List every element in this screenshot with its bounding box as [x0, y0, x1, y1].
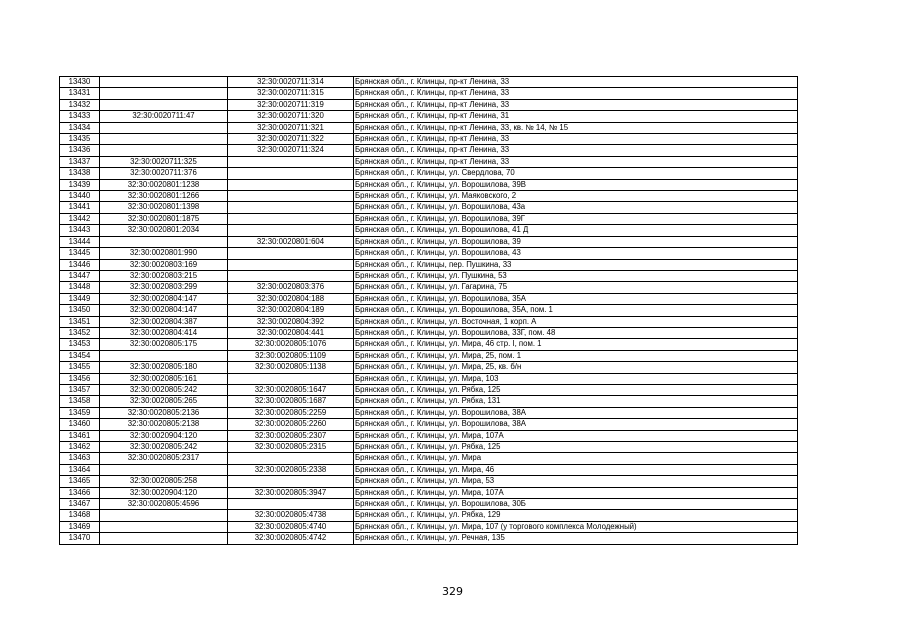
cadastral-number-cell-2: 32:30:0020805:1138 — [228, 362, 354, 373]
cadastral-number-cell — [100, 99, 228, 110]
address-cell: Брянская обл., г. Клинцы, пр-кт Ленина, 33 — [354, 156, 798, 167]
table-row — [60, 270, 798, 281]
cadastral-number-cell-2 — [228, 259, 354, 270]
address-cell: Брянская обл., г. Клинцы, ул. Мира, 46 стр. I, пом. 1 — [354, 339, 798, 350]
cadastral-number-cell — [100, 134, 228, 145]
row-number-cell: 13448 — [60, 282, 100, 293]
address-cell: Брянская обл., г. Клинцы, ул. Мира, 107А — [354, 430, 798, 441]
table-row — [60, 145, 798, 156]
row-number-cell: 13462 — [60, 442, 100, 453]
table-row — [60, 77, 798, 88]
table-row — [60, 111, 798, 122]
address-cell: Брянская обл., г. Клинцы, ул. Мира, 46 — [354, 464, 798, 475]
cadastral-number-cell-2: 32:30:0020805:1076 — [228, 339, 354, 350]
table-row — [60, 339, 798, 350]
cadastral-number-cell-2: 32:30:0020805:4742 — [228, 533, 354, 544]
table-row — [60, 236, 798, 247]
address-cell: Брянская обл., г. Клинцы, ул. Восточная, 1 корп. А — [354, 316, 798, 327]
cadastral-number-cell: 32:30:0020711:376 — [100, 168, 228, 179]
table-row — [60, 88, 798, 99]
row-number-cell: 13439 — [60, 179, 100, 190]
cadastral-number-cell: 32:30:0020805:242 — [100, 384, 228, 395]
address-cell: Брянская обл., г. Клинцы, пр-кт Ленина, 33 — [354, 77, 798, 88]
address-cell: Брянская обл., г. Клинцы, ул. Рябка, 125 — [354, 384, 798, 395]
cadastral-number-cell: 32:30:0020904:120 — [100, 430, 228, 441]
cadastral-number-cell — [100, 533, 228, 544]
cadastral-number-cell: 32:30:0020805:180 — [100, 362, 228, 373]
cadastral-number-cell-2: 32:30:0020805:2260 — [228, 419, 354, 430]
row-number-cell: 13470 — [60, 533, 100, 544]
address-cell: Брянская обл., г. Клинцы, ул. Мира, 103 — [354, 373, 798, 384]
address-cell: Брянская обл., г. Клинцы, ул. Ворошилова, 39 — [354, 236, 798, 247]
cadastral-number-cell: 32:30:0020803:299 — [100, 282, 228, 293]
cadastral-number-cell: 32:30:0020805:161 — [100, 373, 228, 384]
cadastral-number-cell — [100, 464, 228, 475]
table-row — [60, 225, 798, 236]
cadastral-number-cell-2 — [228, 156, 354, 167]
cadastral-number-cell: 32:30:0020801:2034 — [100, 225, 228, 236]
row-number-cell: 13432 — [60, 99, 100, 110]
cadastral-number-cell-2 — [228, 373, 354, 384]
cadastral-number-cell-2: 32:30:0020805:4740 — [228, 521, 354, 532]
cadastral-number-cell: 32:30:0020805:2317 — [100, 453, 228, 464]
row-number-cell: 13435 — [60, 134, 100, 145]
cadastral-number-cell: 32:30:0020801:1238 — [100, 179, 228, 190]
cadastral-number-cell-2: 32:30:0020801:604 — [228, 236, 354, 247]
table-row — [60, 373, 798, 384]
table-row — [60, 293, 798, 304]
address-cell: Брянская обл., г. Клинцы, ул. Рябка, 125 — [354, 442, 798, 453]
table-row — [60, 213, 798, 224]
cadastral-number-cell-2: 32:30:0020711:315 — [228, 88, 354, 99]
row-number-cell: 13455 — [60, 362, 100, 373]
address-cell: Брянская обл., г. Клинцы, ул. Мира — [354, 453, 798, 464]
cadastral-number-cell: 32:30:0020805:265 — [100, 396, 228, 407]
address-cell: Брянская обл., г. Клинцы, пр-кт Ленина, 33 — [354, 134, 798, 145]
row-number-cell: 13469 — [60, 521, 100, 532]
table-row — [60, 396, 798, 407]
cadastral-number-cell-2 — [228, 168, 354, 179]
row-number-cell: 13442 — [60, 213, 100, 224]
address-cell: Брянская обл., г. Клинцы, пр-кт Ленина, 31 — [354, 111, 798, 122]
cadastral-number-cell-2: 32:30:0020711:324 — [228, 145, 354, 156]
table-row — [60, 510, 798, 521]
table-row — [60, 533, 798, 544]
table-row — [60, 476, 798, 487]
cadastral-number-cell — [100, 88, 228, 99]
cadastral-number-cell-2 — [228, 270, 354, 281]
address-cell: Брянская обл., г. Клинцы, пр-кт Ленина, 33 — [354, 99, 798, 110]
cadastral-number-cell-2: 32:30:0020805:1687 — [228, 396, 354, 407]
table-row — [60, 362, 798, 373]
address-cell: Брянская обл., г. Клинцы, ул. Ворошилова, 43 — [354, 248, 798, 259]
cadastral-number-cell-2: 32:30:0020805:1109 — [228, 350, 354, 361]
cadastral-number-cell: 32:30:0020711:47 — [100, 111, 228, 122]
table-row — [60, 384, 798, 395]
table-row — [60, 179, 798, 190]
row-number-cell: 13460 — [60, 419, 100, 430]
cadastral-number-cell: 32:30:0020803:215 — [100, 270, 228, 281]
row-number-cell: 13433 — [60, 111, 100, 122]
cadastral-number-cell: 32:30:0020804:147 — [100, 305, 228, 316]
table-row — [60, 99, 798, 110]
row-number-cell: 13430 — [60, 77, 100, 88]
row-number-cell: 13459 — [60, 407, 100, 418]
table-row — [60, 327, 798, 338]
table-row — [60, 442, 798, 453]
address-cell: Брянская обл., г. Клинцы, ул. Мира, 107 (у торгового комплекса Молодежный) — [354, 521, 798, 532]
table-row — [60, 282, 798, 293]
cadastral-number-cell: 32:30:0020801:1875 — [100, 213, 228, 224]
address-cell: Брянская обл., г. Клинцы, ул. Мира, 107А — [354, 487, 798, 498]
row-number-cell: 13450 — [60, 305, 100, 316]
address-cell: Брянская обл., г. Клинцы, ул. Ворошилова, 39Г — [354, 213, 798, 224]
cadastral-number-cell: 32:30:0020801:1266 — [100, 191, 228, 202]
cadastral-number-cell-2: 32:30:0020804:441 — [228, 327, 354, 338]
cadastral-number-cell-2 — [228, 476, 354, 487]
row-number-cell: 13464 — [60, 464, 100, 475]
row-number-cell: 13463 — [60, 453, 100, 464]
address-cell: Брянская обл., г. Клинцы, ул. Мира, 25, пом. 1 — [354, 350, 798, 361]
cadastral-number-cell-2 — [228, 453, 354, 464]
address-cell: Брянская обл., г. Клинцы, ул. Речная, 135 — [354, 533, 798, 544]
cadastral-number-cell — [100, 77, 228, 88]
cadastral-number-cell — [100, 122, 228, 133]
table-row — [60, 350, 798, 361]
row-number-cell: 13446 — [60, 259, 100, 270]
cadastral-number-cell: 32:30:0020801:990 — [100, 248, 228, 259]
address-cell: Брянская обл., г. Клинцы, ул. Ворошилова, 41 Д — [354, 225, 798, 236]
address-cell: Брянская обл., г. Клинцы, ул. Пушкина, 53 — [354, 270, 798, 281]
address-cell: Брянская обл., г. Клинцы, ул. Ворошилова, 38А — [354, 407, 798, 418]
cadastral-number-cell-2: 32:30:0020711:319 — [228, 99, 354, 110]
table-row — [60, 122, 798, 133]
cadastral-number-cell-2 — [228, 179, 354, 190]
cadastral-number-cell: 32:30:0020804:387 — [100, 316, 228, 327]
cadastral-number-cell: 32:30:0020803:169 — [100, 259, 228, 270]
cadastral-number-cell-2 — [228, 202, 354, 213]
address-cell: Брянская обл., г. Клинцы, ул. Свердлова, 70 — [354, 168, 798, 179]
row-number-cell: 13449 — [60, 293, 100, 304]
row-number-cell: 13456 — [60, 373, 100, 384]
cadastral-number-cell-2: 32:30:0020805:2307 — [228, 430, 354, 441]
table-row — [60, 453, 798, 464]
row-number-cell: 13461 — [60, 430, 100, 441]
cadastral-number-cell-2: 32:30:0020711:314 — [228, 77, 354, 88]
table-row — [60, 521, 798, 532]
table-row — [60, 316, 798, 327]
cadastral-number-cell-2 — [228, 499, 354, 510]
cadastral-number-cell — [100, 510, 228, 521]
row-number-cell: 13438 — [60, 168, 100, 179]
row-number-cell: 13440 — [60, 191, 100, 202]
address-cell: Брянская обл., г. Клинцы, ул. Ворошилова, 30Б — [354, 499, 798, 510]
cadastral-number-cell-2: 32:30:0020804:189 — [228, 305, 354, 316]
cadastral-number-cell-2: 32:30:0020805:2259 — [228, 407, 354, 418]
row-number-cell: 13447 — [60, 270, 100, 281]
address-cell: Брянская обл., г. Клинцы, пер. Пушкина, 33 — [354, 259, 798, 270]
table-row — [60, 248, 798, 259]
row-number-cell: 13441 — [60, 202, 100, 213]
cadastral-number-cell — [100, 350, 228, 361]
cadastral-number-cell-2: 32:30:0020804:392 — [228, 316, 354, 327]
table-row — [60, 134, 798, 145]
table-row — [60, 202, 798, 213]
cadastral-number-cell-2: 32:30:0020711:321 — [228, 122, 354, 133]
cadastral-number-cell-2 — [228, 225, 354, 236]
cadastral-number-cell-2: 32:30:0020805:3947 — [228, 487, 354, 498]
address-cell: Брянская обл., г. Клинцы, ул. Ворошилова, 35А, пом. 1 — [354, 305, 798, 316]
cadastral-number-cell: 32:30:0020711:325 — [100, 156, 228, 167]
table-row — [60, 305, 798, 316]
address-cell: Брянская обл., г. Клинцы, ул. Ворошилова, 43а — [354, 202, 798, 213]
row-number-cell: 13451 — [60, 316, 100, 327]
row-number-cell: 13444 — [60, 236, 100, 247]
cadastral-number-cell: 32:30:0020805:4596 — [100, 499, 228, 510]
row-number-cell: 13465 — [60, 476, 100, 487]
row-number-cell: 13457 — [60, 384, 100, 395]
row-number-cell: 13452 — [60, 327, 100, 338]
cadastral-number-cell: 32:30:0020805:175 — [100, 339, 228, 350]
row-number-cell: 13454 — [60, 350, 100, 361]
row-number-cell: 13466 — [60, 487, 100, 498]
row-number-cell: 13443 — [60, 225, 100, 236]
row-number-cell: 13445 — [60, 248, 100, 259]
table-row — [60, 407, 798, 418]
address-cell: Брянская обл., г. Клинцы, пр-кт Ленина, 33, кв. № 14, № 15 — [354, 122, 798, 133]
address-cell: Брянская обл., г. Клинцы, ул. Ворошилова, 35А — [354, 293, 798, 304]
row-number-cell: 13453 — [60, 339, 100, 350]
registry-table-body — [60, 77, 798, 545]
row-number-cell: 13436 — [60, 145, 100, 156]
address-cell: Брянская обл., г. Клинцы, ул. Мира, 53 — [354, 476, 798, 487]
cadastral-number-cell-2 — [228, 248, 354, 259]
cadastral-number-cell-2: 32:30:0020711:322 — [228, 134, 354, 145]
table-row — [60, 156, 798, 167]
address-cell: Брянская обл., г. Клинцы, пр-кт Ленина, 33 — [354, 88, 798, 99]
address-cell: Брянская обл., г. Клинцы, ул. Мира, 25, кв. б/н — [354, 362, 798, 373]
row-number-cell: 13468 — [60, 510, 100, 521]
cadastral-number-cell: 32:30:0020805:242 — [100, 442, 228, 453]
cadastral-number-cell: 32:30:0020805:2138 — [100, 419, 228, 430]
cadastral-number-cell: 32:30:0020804:414 — [100, 327, 228, 338]
cadastral-number-cell: 32:30:0020805:2136 — [100, 407, 228, 418]
table-row — [60, 191, 798, 202]
row-number-cell: 13467 — [60, 499, 100, 510]
cadastral-number-cell-2 — [228, 191, 354, 202]
cadastral-number-cell: 32:30:0020904:120 — [100, 487, 228, 498]
page-number: 329 — [442, 585, 463, 598]
table-row — [60, 487, 798, 498]
row-number-cell: 13434 — [60, 122, 100, 133]
address-cell: Брянская обл., г. Клинцы, ул. Ворошилова, 39В — [354, 179, 798, 190]
table-row — [60, 464, 798, 475]
cadastral-number-cell: 32:30:0020801:1398 — [100, 202, 228, 213]
cadastral-number-cell-2: 32:30:0020711:320 — [228, 111, 354, 122]
cadastral-number-cell-2: 32:30:0020805:2338 — [228, 464, 354, 475]
cadastral-number-cell-2: 32:30:0020805:4738 — [228, 510, 354, 521]
cadastral-number-cell-2: 32:30:0020805:1647 — [228, 384, 354, 395]
cadastral-number-cell-2: 32:30:0020804:188 — [228, 293, 354, 304]
table-row — [60, 419, 798, 430]
address-cell: Брянская обл., г. Клинцы, ул. Ворошилова, 33Г, пом. 48 — [354, 327, 798, 338]
address-cell: Брянская обл., г. Клинцы, ул. Маяковского, 2 — [354, 191, 798, 202]
cadastral-number-cell-2 — [228, 213, 354, 224]
address-cell: Брянская обл., г. Клинцы, ул. Ворошилова, 38А — [354, 419, 798, 430]
cadastral-number-cell — [100, 521, 228, 532]
address-cell: Брянская обл., г. Клинцы, пр-кт Ленина, 33 — [354, 145, 798, 156]
address-cell: Брянская обл., г. Клинцы, ул. Рябка, 131 — [354, 396, 798, 407]
cadastral-number-cell: 32:30:0020804:147 — [100, 293, 228, 304]
address-cell: Брянская обл., г. Клинцы, ул. Рябка, 129 — [354, 510, 798, 521]
row-number-cell: 13458 — [60, 396, 100, 407]
cadastral-number-cell-2: 32:30:0020805:2315 — [228, 442, 354, 453]
cadastral-number-cell — [100, 145, 228, 156]
row-number-cell: 13431 — [60, 88, 100, 99]
row-number-cell: 13437 — [60, 156, 100, 167]
table-row — [60, 168, 798, 179]
cadastral-number-cell — [100, 236, 228, 247]
table-row — [60, 259, 798, 270]
registry-table — [59, 76, 798, 545]
table-row — [60, 430, 798, 441]
cadastral-number-cell-2: 32:30:0020803:376 — [228, 282, 354, 293]
table-row — [60, 499, 798, 510]
cadastral-number-cell: 32:30:0020805:258 — [100, 476, 228, 487]
address-cell: Брянская обл., г. Клинцы, ул. Гагарина, 75 — [354, 282, 798, 293]
